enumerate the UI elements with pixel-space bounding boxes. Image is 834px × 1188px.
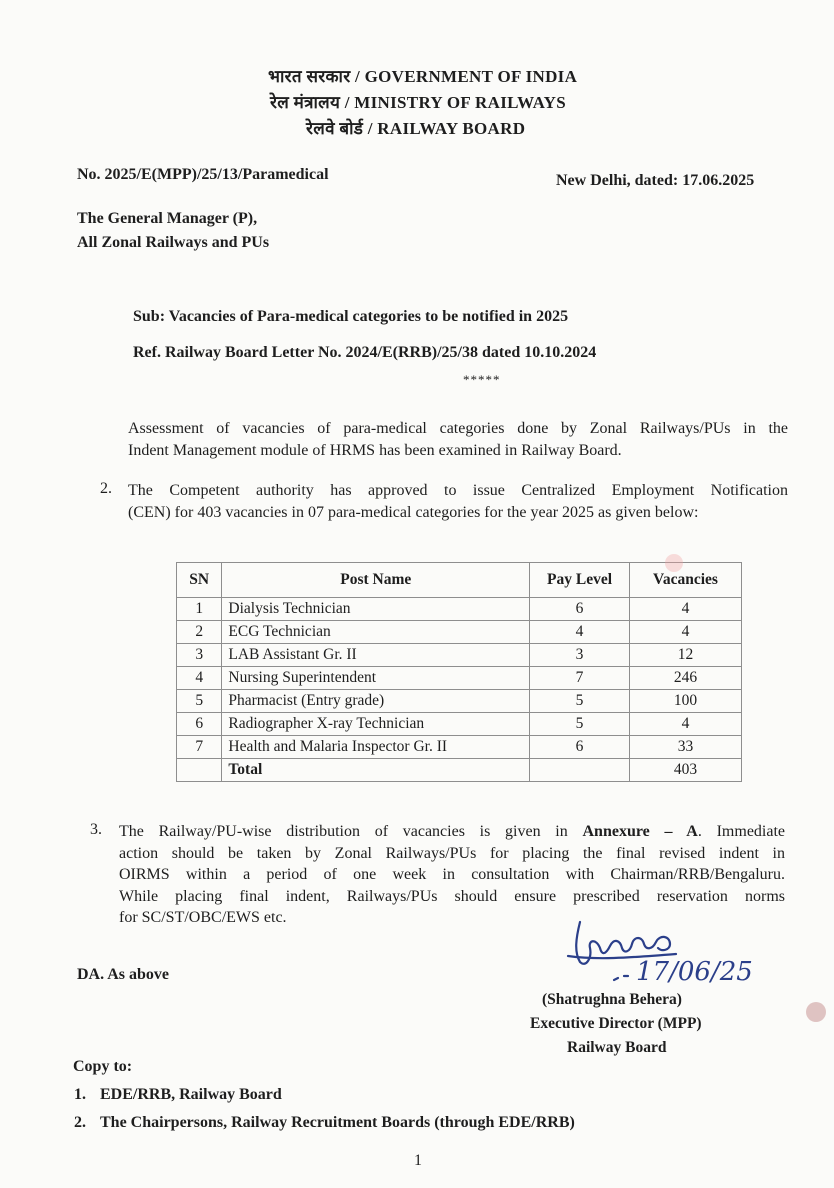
cell-pay-level: 6: [530, 598, 630, 621]
paragraph-3-line-5: for SC/ST/OBC/EWS etc.: [119, 909, 287, 926]
table-row: [177, 644, 742, 667]
paragraph-2-line-2: (CEN) for 403 vacancies in 07 para-medical categories for the year 2025 as given below:: [128, 503, 699, 521]
signatory-name: (Shatrughna Behera): [542, 991, 682, 1008]
paragraph-3-line-4: While placing final indent, Railways/PUs should ensure prescribed reservation norms: [119, 887, 785, 905]
subject-line: Sub: Vacancies of Para-medical categories to be notified in 2025: [133, 308, 569, 325]
cell-sn: 4: [177, 667, 222, 690]
scan-smudge: [806, 1002, 826, 1022]
letterhead-line-board: रेलवे बोर्ड / RAILWAY BOARD: [306, 119, 526, 138]
annexure-reference: Annexure – A: [582, 823, 698, 840]
letterhead-line-ministry: रेल मंत्रालय / MINISTRY OF RAILWAYS: [270, 93, 566, 112]
copy-to-item-1: EDE/RRB, Railway Board: [100, 1086, 282, 1103]
cell-vacancies: 100: [629, 690, 741, 713]
cell-pay-level: 5: [530, 690, 630, 713]
cell-sn: 5: [177, 690, 222, 713]
cell-pay-level: 4: [530, 621, 630, 644]
cell-post-name: ECG Technician: [222, 621, 530, 644]
letter-date: New Delhi, dated: 17.06.2025: [556, 172, 755, 189]
paragraph-3-line-1-tail: . Immediate: [697, 823, 786, 840]
cell-pay-level: 6: [530, 736, 630, 759]
paragraph-2-number: 2.: [100, 480, 112, 497]
reference-line: Ref. Railway Board Letter No. 2024/E(RRB)/25/38 dated 10.10.2024: [133, 344, 597, 361]
cell-pay-level: 7: [530, 667, 630, 690]
copy-to-label: Copy to:: [73, 1058, 133, 1075]
paragraph-3-number: 3.: [90, 821, 102, 838]
paragraph-1-line-2: Indent Management module of HRMS has been examined in Railway Board.: [128, 441, 622, 459]
handwritten-signature: [566, 918, 766, 988]
cell-post-name: Health and Malaria Inspector Gr. II: [222, 736, 530, 759]
signatory-designation: Executive Director (MPP): [530, 1015, 702, 1032]
scan-smudge: [665, 554, 683, 572]
cell-sn: 1: [177, 598, 222, 621]
paragraph-3-line-2: action should be taken by Zonal Railways/PUs for placing the final revised indent in: [119, 844, 785, 862]
paragraph-3-line-1: [119, 821, 785, 843]
column-header-vacancies: Vacancies: [629, 563, 741, 598]
signatory-office: Railway Board: [567, 1039, 667, 1056]
paragraph-2-line-1: The Competent authority has approved to issue Centralized Employment Notification: [128, 482, 788, 499]
copy-to-item-2-number: 2.: [74, 1114, 86, 1131]
cell-post-name: LAB Assistant Gr. II: [222, 644, 530, 667]
cell-empty: [530, 759, 630, 782]
cell-post-name: Pharmacist (Entry grade): [222, 690, 530, 713]
vacancy-table: [176, 562, 742, 782]
cell-vacancies: 4: [629, 713, 741, 736]
letter-reference-number: No. 2025/E(MPP)/25/13/Paramedical: [77, 166, 329, 183]
paragraph-1: [128, 418, 788, 461]
paragraph-3: [119, 821, 785, 929]
cell-vacancies: 246: [629, 667, 741, 690]
table-row: [177, 667, 742, 690]
cell-sn: 2: [177, 621, 222, 644]
table-row: [177, 713, 742, 736]
cell-vacancies: 4: [629, 621, 741, 644]
separator-stars: *****: [463, 372, 501, 387]
letterhead-line-government: भारत सरकार / GOVERNMENT OF INDIA: [268, 67, 578, 86]
copy-to-item-1-number: 1.: [74, 1086, 86, 1103]
cell-sn: 7: [177, 736, 222, 759]
addressee-line-1: The General Manager (P),: [77, 210, 258, 227]
cell-empty: [177, 759, 222, 782]
column-header-pay-level: Pay Level: [530, 563, 630, 598]
cell-sn: 3: [177, 644, 222, 667]
table-row: [177, 598, 742, 621]
paragraph-3-line-1-text: The Railway/PU-wise distribution of vacancies is given in: [119, 823, 583, 840]
cell-total-label: Total: [222, 759, 530, 782]
paragraph-2: [128, 480, 788, 523]
cell-post-name: Radiographer X-ray Technician: [222, 713, 530, 736]
paragraph-3-line-3: OIRMS within a period of one week in consultation with Chairman/RRB/Bengaluru.: [119, 866, 785, 883]
cell-sn: 6: [177, 713, 222, 736]
page-number: 1: [414, 1152, 422, 1169]
table-row: [177, 621, 742, 644]
enclosure-note: DA. As above: [77, 966, 170, 983]
table-total-row: [177, 759, 742, 782]
copy-to-item-2: The Chairpersons, Railway Recruitment Boards (through EDE/RRB): [100, 1114, 575, 1131]
cell-pay-level: 3: [530, 644, 630, 667]
cell-vacancies: 33: [629, 736, 741, 759]
paragraph-1-line-1: Assessment of vacancies of para-medical categories done by Zonal Railways/PUs in the: [128, 420, 788, 437]
table-row: [177, 690, 742, 713]
column-header-post-name: Post Name: [222, 563, 530, 598]
addressee-line-2: All Zonal Railways and PUs: [77, 234, 270, 251]
cell-post-name: Nursing Superintendent: [222, 667, 530, 690]
handwritten-signature-date: 17/06/25: [636, 957, 753, 987]
column-header-sn: SN: [177, 563, 222, 598]
cell-post-name: Dialysis Technician: [222, 598, 530, 621]
cell-vacancies: 4: [629, 598, 741, 621]
table-row: [177, 736, 742, 759]
cell-total-value: 403: [629, 759, 741, 782]
cell-pay-level: 5: [530, 713, 630, 736]
cell-vacancies: 12: [629, 644, 741, 667]
table-header-row: [177, 563, 742, 598]
